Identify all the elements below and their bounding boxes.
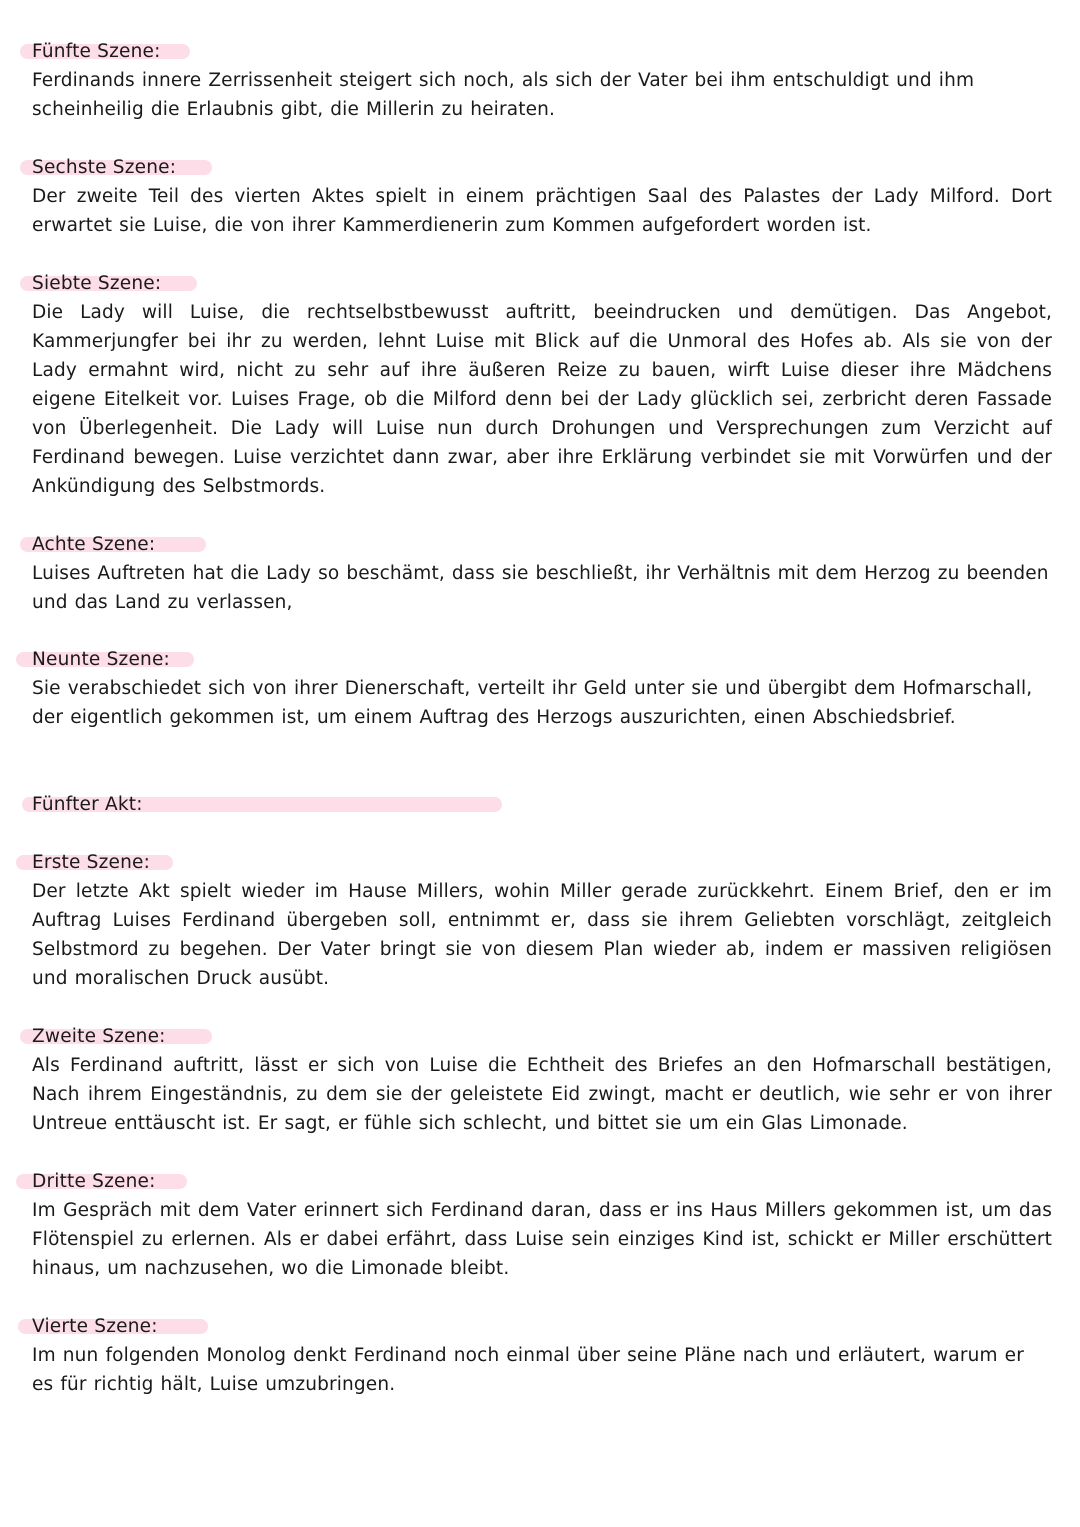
scene-summary: Der zweite Teil des vierten Aktes spielt in einem prächtigen Saal des Palastes der Lady Milford. Dort erwartet sie Luise, die von ihrer Kammerdienerin zum Kommen aufgefordert worden ist. — [32, 186, 1052, 236]
scene-heading: Vierte Szene: — [32, 1316, 158, 1337]
scene-summary: Die Lady will Luise, die rechtselbstbewusst auftritt, beeindrucken und demütigen. Das Angebot, Kammerjungfer bei ihr zu werden, lehnt Luise mit Blick auf die Unmoral des Hofes ab. Als sie von der Lady ermahnt wird, nicht zu sehr auf ihre äußeren Reize zu bauen, wirft Luise dieser ihre Mädchens eigene Eitelkeit vor. Luises Frage, ob die Milford denn bei der Lady glücklich sei, zerbricht deren Fassade von Überlegenheit. Die Lady will Luise nun durch Drohungen und Versprechungen zum Verzicht auf Ferdinand bewegen. Luise verzichtet dann zwar, aber ihre Erklärung verbindet sie mit Vorwürfen und der Ankündigung des Selbstmords. — [32, 302, 1052, 497]
heading-highlight-wrap — [32, 269, 1052, 298]
scene-heading: Erste Szene: — [32, 852, 151, 873]
scene-heading: Fünfte Szene: — [32, 41, 161, 62]
heading-highlight-wrap — [32, 1167, 1052, 1196]
scene-section — [32, 153, 1052, 240]
scene-heading: Neunte Szene: — [32, 649, 170, 670]
scene-section — [32, 1022, 1052, 1138]
heading-highlight-wrap — [32, 645, 1052, 674]
scene-summary: Im Gespräch mit dem Vater erinnert sich Ferdinand daran, dass er ins Haus Millers gekommen ist, um das Flötenspiel zu erlernen. Als er dabei erfährt, dass Luise sein einziges Kind ist, schickt er Miller erschüttert hinaus, um nachzusehen, wo die Limonade bleibt. — [32, 1200, 1052, 1279]
scene-section — [32, 1312, 1052, 1399]
act-section — [32, 790, 1052, 819]
heading-highlight-wrap — [32, 1022, 1052, 1051]
scene-section — [32, 1167, 1052, 1283]
scene-heading: Zweite Szene: — [32, 1026, 166, 1047]
act-heading: Fünfter Akt: — [32, 794, 143, 815]
scene-summary: Sie verabschiedet sich von ihrer Dienerschaft, verteilt ihr Geld unter sie und übergibt dem Hofmarschall, der eigentlich gekommen ist, um einem Auftrag des Herzogs auszurichten, einen Abschiedsbrief. — [32, 678, 1033, 728]
scene-summary: Als Ferdinand auftritt, lässt er sich von Luise die Echtheit des Briefes an den Hofmarschall bestätigen, Nach ihrem Eingeständnis, zu dem sie der geleistete Eid zwingt, macht er deutlich, wie sehr er von ihrer Untreue enttäuscht ist. Er sagt, er fühle sich schlecht, und bittet sie um ein Glas Limonade. — [32, 1055, 1052, 1134]
scene-summary: Der letzte Akt spielt wieder im Hause Millers, wohin Miller gerade zurückkehrt. Einem Brief, den er im Auftrag Luises Ferdinand übergeben soll, entnimmt er, dass sie ihrem Geliebten vorschlägt, zeitgleich Selbstmord zu begehen. Der Vater bringt sie von diesem Plan wieder ab, indem er massiven religiösen und moralischen Druck ausübt. — [32, 881, 1052, 989]
scene-section — [32, 530, 1052, 617]
scene-section — [32, 848, 1052, 993]
heading-highlight-wrap — [32, 790, 1052, 819]
scene-summary: Ferdinands innere Zerrissenheit steigert sich noch, als sich der Vater bei ihm entschuldigt und ihm scheinheilig die Erlaubnis gibt, die Millerin zu heiraten. — [32, 70, 975, 120]
heading-highlight-wrap — [32, 1312, 1052, 1341]
scene-section — [32, 269, 1052, 501]
heading-highlight-wrap — [32, 153, 1052, 182]
heading-highlight-wrap — [32, 37, 1052, 66]
heading-highlight-wrap — [32, 848, 1052, 877]
scene-summary: Im nun folgenden Monolog denkt Ferdinand noch einmal über seine Pläne nach und erläutert, warum er es für richtig hält, Luise umzubringen. — [32, 1345, 1024, 1395]
scene-section — [32, 645, 1052, 732]
scene-heading: Dritte Szene: — [32, 1171, 156, 1192]
scene-heading: Siebte Szene: — [32, 273, 162, 294]
heading-highlight-wrap — [32, 530, 1052, 559]
scene-section — [32, 37, 1052, 124]
scene-summary: Luises Auftreten hat die Lady so beschämt, dass sie beschließt, ihr Verhältnis mit dem Herzog zu beenden und das Land zu verlassen, — [32, 563, 1049, 613]
scene-heading: Achte Szene: — [32, 534, 156, 555]
scene-heading: Sechste Szene: — [32, 157, 177, 178]
